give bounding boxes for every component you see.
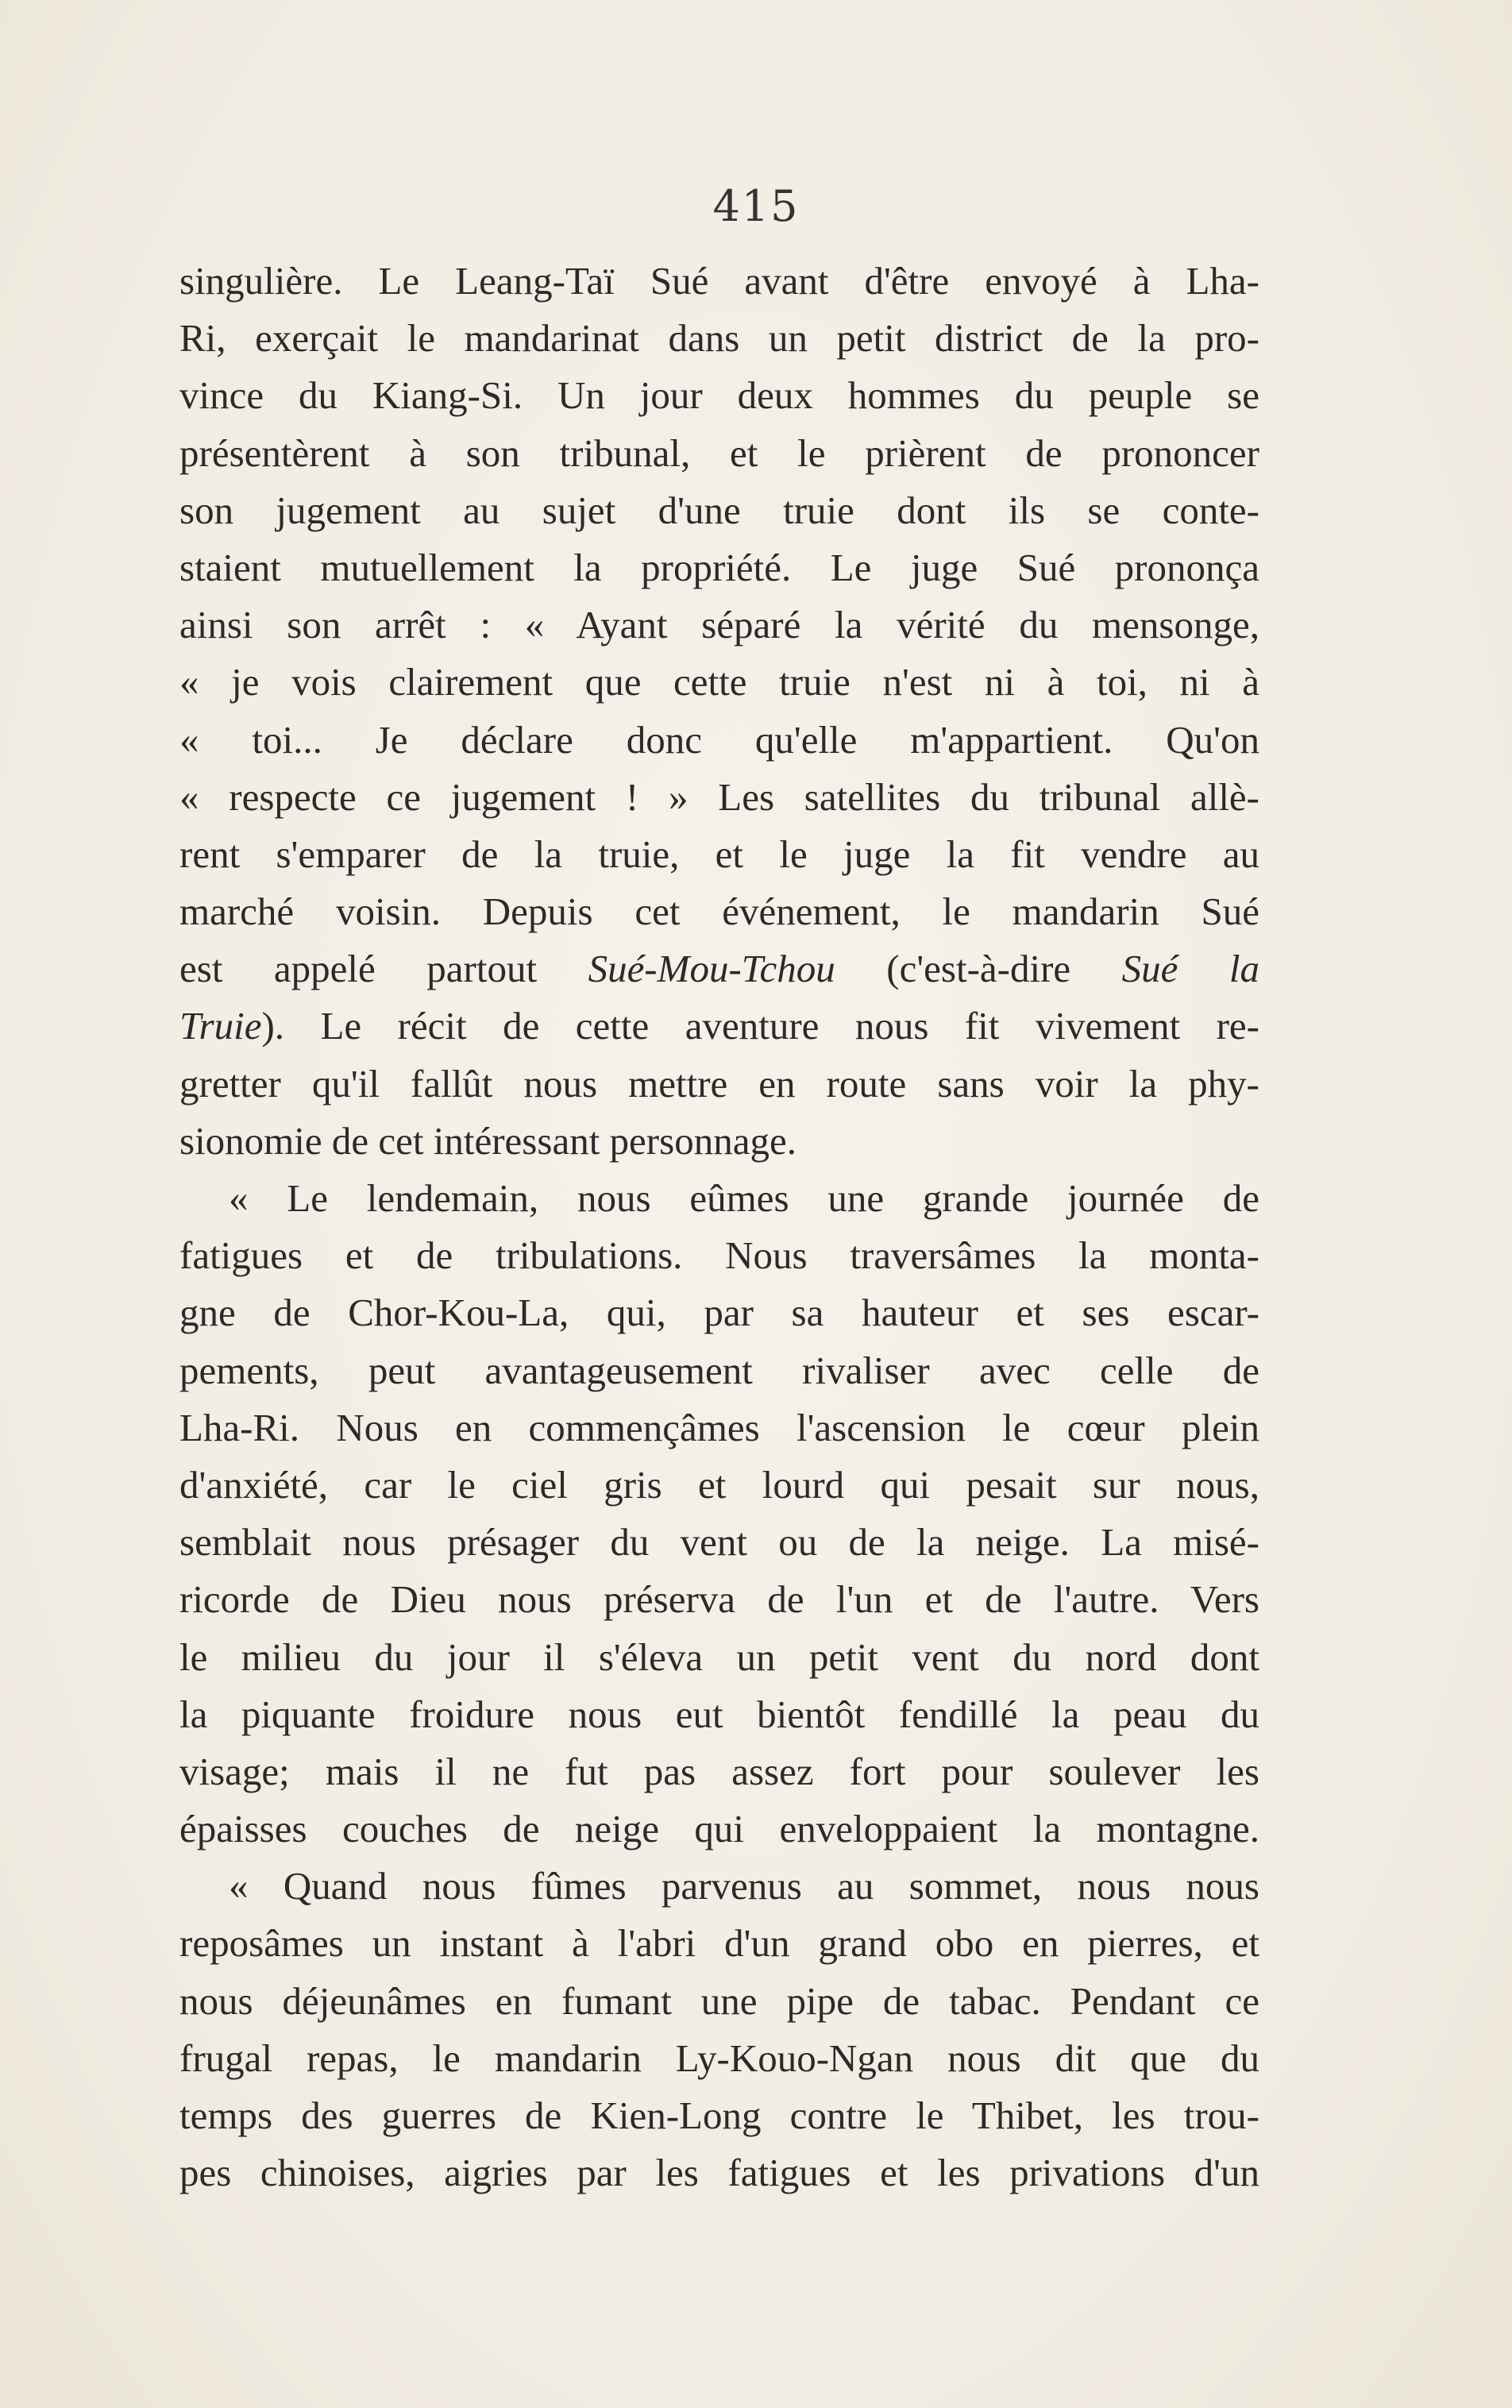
- italic-text: Sué la: [1121, 947, 1259, 991]
- text-line: « Quand nous fûmes parvenus au sommet, nous nous: [229, 1864, 1259, 1908]
- text-line: son jugement au sujet d'une truie dont ils se conte-: [179, 488, 1259, 532]
- text-line: ainsi son arrêt : « Ayant séparé la vérité du mensonge,: [179, 603, 1259, 647]
- text-line: la piquante froidure nous eut bientôt fendillé la peau du: [179, 1692, 1259, 1736]
- text-line: marché voisin. Depuis cet événement, le mandarin Sué: [179, 889, 1259, 934]
- text-line: ricorde de Dieu nous préserva de l'un et de l'autre. Vers: [179, 1577, 1259, 1622]
- italic-text: Truie: [179, 1004, 262, 1048]
- page-number: 415: [712, 181, 800, 231]
- text-line: épaisses couches de neige qui enveloppaient la montagne.: [179, 1807, 1259, 1851]
- italic-text: Sué-Mou-Tchou: [588, 947, 835, 991]
- text-segment: est appelé partout: [179, 947, 588, 991]
- text-line: nous déjeunâmes en fumant une pipe de tabac. Pendant ce: [179, 1978, 1259, 2023]
- page-body-text: [179, 253, 1259, 2202]
- text-line: gretter qu'il fallût nous mettre en route sans voir la phy-: [179, 1061, 1259, 1106]
- text-line: « toi... Je déclare donc qu'elle m'appartient. Qu'on: [179, 717, 1259, 762]
- text-line: sionomie de cet intéressant personnage.: [179, 1118, 796, 1163]
- text-line: reposâmes un instant à l'abri d'un grand obo en pierres, et: [179, 1921, 1259, 1966]
- text-line: gne de Chor-Kou-La, qui, par sa hauteur et ses escar-: [179, 1291, 1259, 1335]
- text-line: Lha-Ri. Nous en commençâmes l'ascension le cœur plein: [179, 1405, 1259, 1449]
- text-line: le milieu du jour il s'éleva un petit vent du nord dont: [179, 1634, 1259, 1679]
- text-line: rent s'emparer de la truie, et le juge la fit vendre au: [179, 832, 1259, 876]
- text-line: staient mutuellement la propriété. Le juge Sué prononça: [179, 545, 1259, 589]
- text-line: fatigues et de tribulations. Nous traversâmes la monta-: [179, 1233, 1259, 1278]
- text-line: Ri, exerçait le mandarinat dans un petit district de la pro-: [179, 316, 1259, 361]
- text-line: pes chinoises, aigries par les fatigues et les privations d'un: [179, 2151, 1259, 2195]
- text-segment: ). Le récit de cette aventure nous fit vivement re-: [261, 1004, 1259, 1048]
- text-line: pements, peut avantageusement rivaliser avec celle de: [179, 1348, 1259, 1392]
- text-line: singulière. Le Leang-Taï Sué avant d'être envoyé à Lha-: [179, 259, 1259, 303]
- text-line: [179, 998, 1259, 1055]
- text-segment: (c'est-à-dire: [835, 947, 1122, 991]
- text-line: temps des guerres de Kien-Long contre le Thibet, les trou-: [179, 2093, 1259, 2137]
- text-line: « respecte ce jugement ! » Les satellites du tribunal allè-: [179, 774, 1259, 819]
- text-line: visage; mais il ne fut pas assez fort pour soulever les: [179, 1749, 1259, 1793]
- text-line: [179, 940, 1259, 998]
- text-line: d'anxiété, car le ciel gris et lourd qui pesait sur nous,: [179, 1462, 1259, 1507]
- text-line: « Le lendemain, nous eûmes une grande journée de: [229, 1176, 1259, 1220]
- text-line: présentèrent à son tribunal, et le prièrent de prononcer: [179, 430, 1259, 475]
- text-line: vince du Kiang-Si. Un jour deux hommes du peuple se: [179, 373, 1259, 418]
- text-line: frugal repas, le mandarin Ly-Kouo-Ngan nous dit que du: [179, 2036, 1259, 2080]
- text-line: semblait nous présager du vent ou de la neige. La misé-: [179, 1520, 1259, 1565]
- text-line: « je vois clairement que cette truie n'est ni à toi, ni à: [179, 660, 1259, 704]
